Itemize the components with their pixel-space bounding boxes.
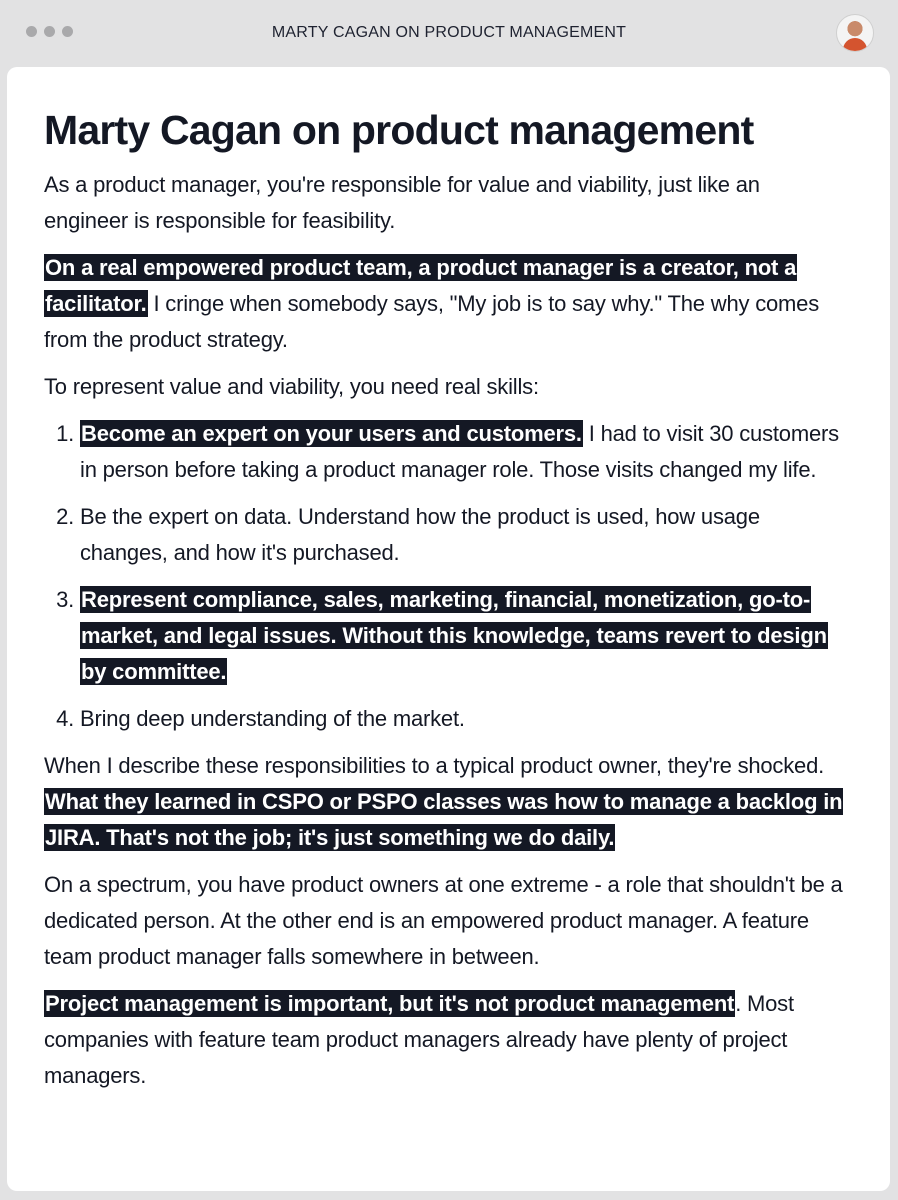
avatar-shirt xyxy=(843,38,867,52)
paragraph-text: To represent value and viability, you need real skills: xyxy=(44,374,539,399)
list-item-text: I had to visit 30 customers in person before taking a product manager role. Those visits changed my life. xyxy=(80,421,839,482)
article-content xyxy=(44,105,844,1105)
paragraph-text: When I describe these responsibilities to a typical product owner, they're shocked. xyxy=(44,753,825,778)
paragraph-value-viability xyxy=(44,167,844,239)
skills-list xyxy=(44,416,844,737)
list-item-text: Bring deep understanding of the market. xyxy=(80,706,465,731)
article-card xyxy=(7,67,890,1191)
paragraph-skills-intro xyxy=(44,369,844,405)
paragraph-project-management xyxy=(44,986,844,1094)
paragraph-text: On a spectrum, you have product owners at one extreme - a role that shouldn't be a dedicated person. At the other end is an empowered product manager. A feature team product manager falls somewhere in between. xyxy=(44,872,843,969)
highlighted-text: What they learned in CSPO or PSPO classes was how to manage a backlog in JIRA. That's not the job; it's just something we do daily. xyxy=(45,789,843,850)
list-item xyxy=(80,499,844,571)
paragraph-text: I cringe when somebody says, "My job is to say why." The why comes from the product strategy. xyxy=(44,291,819,352)
window-titlebar xyxy=(0,0,898,66)
highlighted-text: Project management is important, but it's not product management xyxy=(45,991,735,1016)
article-heading: Marty Cagan on product management xyxy=(44,107,754,153)
list-item-text: Be the expert on data. Understand how the product is used, how usage changes, and how it's purchased. xyxy=(80,504,760,565)
window-title: MARTY CAGAN ON PRODUCT MANAGEMENT xyxy=(271,24,627,41)
paragraph-text: . Most companies with feature team product managers already have plenty of project managers. xyxy=(44,991,794,1088)
highlighted-text: On a real empowered product team, a product manager is a creator, not a facilitator. xyxy=(45,255,797,316)
paragraph-spectrum xyxy=(44,867,844,975)
user-avatar-icon[interactable] xyxy=(836,14,874,52)
paragraph-product-owner xyxy=(44,748,844,856)
highlighted-text: Become an expert on your users and customers. xyxy=(81,421,582,446)
paragraph-text: As a product manager, you're responsible for value and viability, just like an engineer is responsible for feasibility. xyxy=(44,172,760,233)
list-item xyxy=(80,701,844,737)
list-item xyxy=(80,416,844,488)
list-item xyxy=(80,582,844,690)
paragraph-creator xyxy=(44,250,844,358)
highlighted-text: Represent compliance, sales, marketing, financial, monetization, go-to-market, and legal issues. Without this knowledge, teams revert to design by committee. xyxy=(81,587,827,684)
